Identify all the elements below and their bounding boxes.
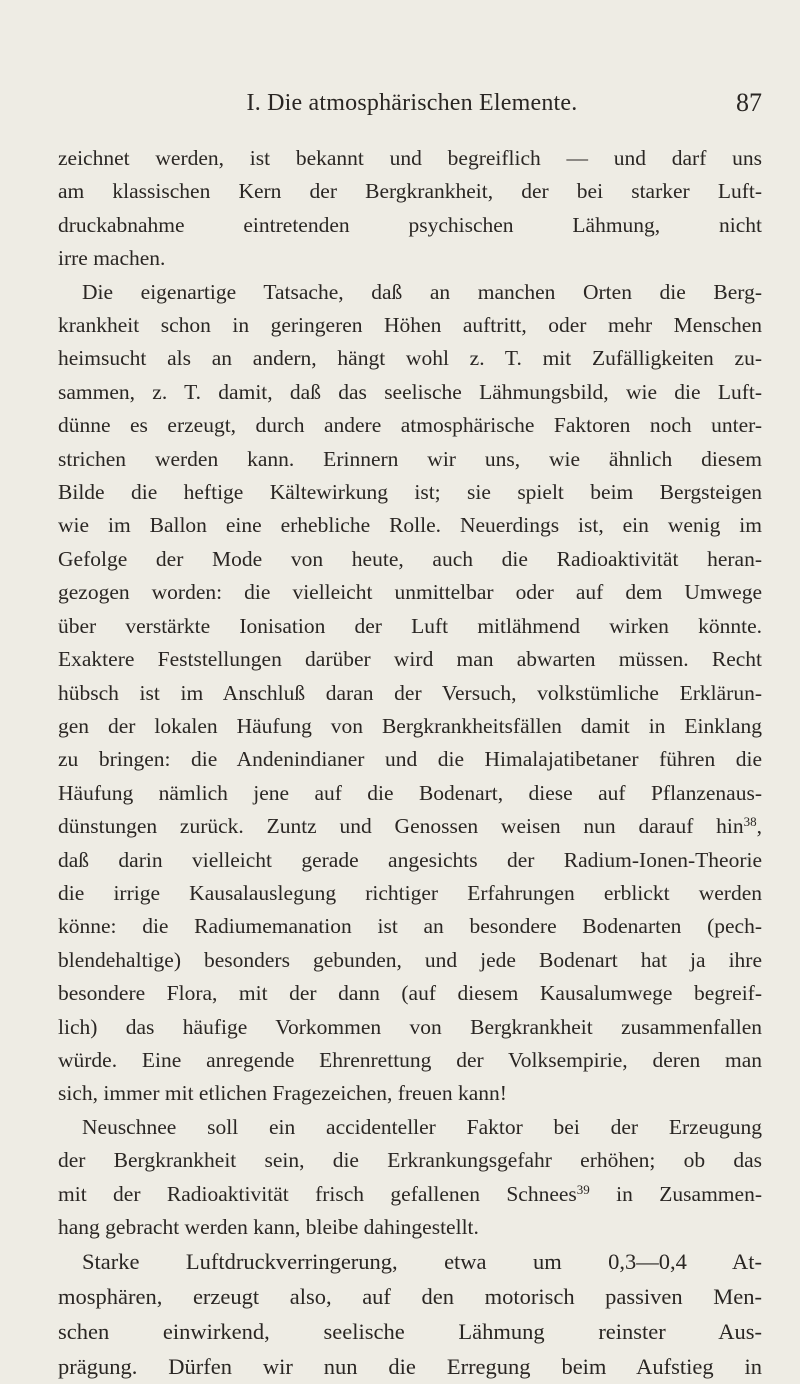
text-line: sich, immer mit etlichen Fragezeichen, freuen kann! [58, 1081, 507, 1106]
text-line: druckabnahme eintretenden psychischen Lähmung, nicht [58, 212, 762, 237]
text-line: Bilde die heftige Kältewirkung ist; sie spielt beim Bergsteigen [58, 480, 762, 505]
text-line: Starke Luftdruckverringerung, etwa um 0,3—0,4 At- [82, 1249, 762, 1275]
text-line: irre machen. [58, 246, 166, 271]
text-line: krankheit schon in geringeren Höhen auftritt, oder mehr Menschen [58, 313, 762, 338]
text-line [58, 1178, 762, 1211]
text-line: die irrige Kausalauslegung richtiger Erfahrungen erblickt werden [58, 880, 762, 905]
footnote-ref: 39 [576, 1181, 590, 1197]
text-line: Exaktere Feststellungen darüber wird man abwarten müssen. Recht [58, 647, 762, 672]
text-line: Neuschnee soll ein accidenteller Faktor bei der Erzeugung [82, 1114, 762, 1139]
text-line: prägung. Dürfen wir nun die Erregung beim Aufstieg in [58, 1354, 762, 1380]
text-line: könne: die Radiumemanation ist an besondere Bodenarten (pech- [58, 914, 762, 939]
text-fragment: mit der Radioaktivität frisch gefallenen Schnees [58, 1181, 577, 1206]
paragraph-3 [58, 1111, 762, 1245]
text-line: lich) das häufige Vorkommen von Bergkrankheit zusammenfallen [58, 1014, 762, 1039]
text-fragment: dünstungen zurück. Zuntz und Genossen weisen nun darauf hin [58, 814, 744, 839]
text-line: über verstärkte Ionisation der Luft mitlähmend wirken könnte. [58, 613, 762, 638]
text-line: heimsucht als an andern, hängt wohl z. T. mit Zufälligkeiten zu- [58, 346, 762, 371]
text-line: daß darin vielleicht gerade angesichts der Radium-Ionen-Theorie [58, 847, 762, 872]
text-line: dünstungen zurück. Zuntz und Genossen weisen nun darauf hin$^{38}$, [58, 814, 762, 839]
text-line: hübsch ist im Anschluß daran der Versuch, volkstümliche Erklärun- [58, 680, 762, 705]
paragraph-4 [58, 1244, 762, 1384]
text-line: blendehaltige) besonders gebunden, und jede Bodenart hat ja ihre [58, 947, 762, 972]
footnote-ref: 38 [743, 814, 757, 830]
text-line: sammen, z. T. damit, daß das seelische Lähmungsbild, wie die Luft- [58, 379, 762, 404]
text-line: gen der lokalen Häufung von Bergkrankheitsfällen damit in Einklang [58, 713, 762, 738]
text-line: der Bergkrankheit sein, die Erkrankungsgefahr erhöhen; ob das [58, 1148, 762, 1173]
text-line: zu bringen: die Andenindianer und die Himalajatibetaner führen die [58, 747, 762, 772]
text-fragment: in Zusammen- [589, 1181, 762, 1206]
text-line: zeichnet werden, ist bekannt und begreiflich — und darf uns [58, 146, 762, 170]
running-head: I. Die atmosphärischen Elemente. [246, 90, 578, 116]
text-line: wie im Ballon eine erhebliche Rolle. Neuerdings ist, ein wenig im [58, 513, 762, 538]
text-line: dünne es erzeugt, durch andere atmosphärische Faktoren noch unter- [58, 413, 762, 438]
text-line: hang gebracht werden kann, bleibe dahingestellt. [58, 1215, 479, 1239]
text-line: schen einwirkend, seelische Lähmung reinster Aus- [58, 1319, 762, 1345]
body-text [58, 142, 762, 1384]
page-header [62, 88, 762, 128]
text-line: strichen werden kann. Erinnern wir uns, wie ähnlich diesem [58, 446, 762, 471]
text-line: am klassischen Kern der Bergkrankheit, der bei starker Luft- [58, 179, 762, 204]
text-line: gezogen worden: die vielleicht unmittelbar oder auf dem Umwege [58, 580, 762, 605]
text-line: Die eigenartige Tatsache, daß an manchen Orten die Berg- [82, 279, 762, 304]
text-line: würde. Eine anregende Ehrenrettung der Volksempirie, deren man [58, 1047, 762, 1072]
text-line: besondere Flora, mit der dann (auf diesem Kausalumwege begreif- [58, 981, 762, 1006]
paragraph-2 [58, 276, 762, 1111]
text-line: mosphären, erzeugt also, auf den motorisch passiven Men- [58, 1284, 762, 1310]
text-line: Gefolge der Mode von heute, auch die Radioaktivität heran- [58, 546, 762, 571]
paragraph-1 [58, 142, 762, 276]
page-number: 87 [736, 88, 762, 117]
text-line: Häufung nämlich jene auf die Bodenart, diese auf Pflanzenaus- [58, 780, 762, 805]
